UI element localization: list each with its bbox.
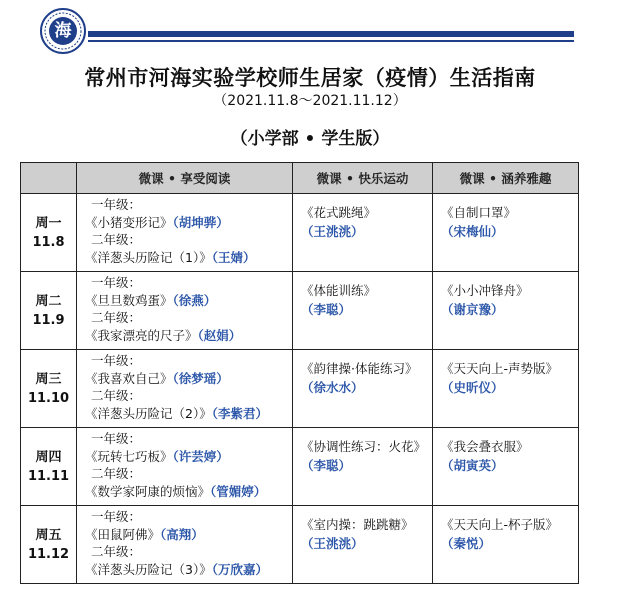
day-cell (21, 428, 77, 506)
sport-title: 《室内操：跳跳糖》 (301, 517, 414, 532)
grade2-label: 二年级： (91, 388, 142, 403)
grade2-teacher: （管媚婷） (210, 483, 267, 499)
sport-cell (293, 506, 433, 584)
grade1-label: 一年级： (91, 275, 142, 290)
day-label: 周二 (35, 293, 62, 309)
day-cell (21, 350, 77, 428)
art-teacher: （谢京豫） (441, 302, 504, 317)
table-header-row (21, 163, 579, 194)
column-header-day (21, 163, 77, 194)
grade2-label: 二年级： (91, 232, 142, 247)
art-cell (433, 272, 579, 350)
day-date: 11.12 (27, 546, 70, 562)
letterhead (0, 0, 620, 58)
sport-teacher: （王洮洮） (301, 224, 364, 239)
grade1-label: 一年级： (91, 353, 142, 368)
grade2-title: 《洋葱头历险记（1）》 (85, 249, 212, 265)
art-cell (433, 194, 579, 272)
day-label: 周一 (35, 215, 62, 231)
grade1-teacher: （徐燕） (172, 292, 217, 308)
day-cell (21, 272, 77, 350)
grade2-teacher: （王婧） (211, 249, 256, 265)
grade2-teacher: （万欣嘉） (211, 561, 268, 577)
reading-cell (77, 428, 293, 506)
day-date: 11.10 (27, 390, 70, 406)
grade2-title: 《数学家阿康的烦恼》 (85, 483, 211, 499)
sport-teacher: （王洮洮） (301, 536, 364, 551)
day-cell (21, 506, 77, 584)
grade2-label: 二年级： (91, 544, 142, 559)
table-row (21, 272, 579, 350)
column-header-sport: 微课 • 快乐运动 (293, 163, 433, 194)
grade1-title: 《田鼠阿佛》 (85, 526, 161, 542)
day-date: 11.8 (32, 234, 65, 250)
sport-title: 《花式跳绳》 (301, 205, 377, 220)
sport-teacher: （徐水水） (301, 380, 364, 395)
sport-title: 《体能训练》 (301, 283, 377, 298)
grade2-teacher: （赵娟） (197, 327, 242, 343)
reading-cell (77, 350, 293, 428)
grade1-label: 一年级： (91, 509, 142, 524)
reading-cell (77, 194, 293, 272)
grade1-teacher: （许芸婷） (172, 448, 229, 464)
sport-cell (293, 428, 433, 506)
table-row (21, 428, 579, 506)
table-row (21, 506, 579, 584)
art-cell (433, 350, 579, 428)
grade1-title: 《我喜欢自己》 (85, 370, 173, 386)
schedule-table (20, 162, 579, 584)
logo-emblem: 海 (49, 17, 77, 45)
grade1-title: 《旦旦数鸡蛋》 (85, 292, 173, 308)
sport-teacher: （李聪） (301, 302, 352, 317)
reading-cell (77, 506, 293, 584)
art-title: 《小小冲锋舟》 (441, 283, 529, 298)
column-header-art: 微课 • 涵养雅趣 (433, 163, 579, 194)
art-cell (433, 506, 579, 584)
grade1-teacher: （徐梦瑶） (172, 370, 229, 386)
grade1-label: 一年级： (91, 197, 142, 212)
art-title: 《自制口罩》 (441, 205, 517, 220)
reading-cell (77, 272, 293, 350)
day-label: 周五 (35, 527, 62, 543)
grade2-label: 二年级： (91, 466, 142, 481)
day-date: 11.11 (27, 468, 70, 484)
grade2-teacher: （李紫君） (211, 405, 268, 421)
art-cell (433, 428, 579, 506)
art-teacher: （史昕仪） (441, 380, 504, 395)
day-label: 周三 (35, 371, 62, 387)
grade1-title: 《小猪变形记》 (85, 214, 173, 230)
page-subtitle: （小学部 • 学生版） (230, 129, 390, 149)
art-teacher: （宋梅仙） (441, 224, 504, 239)
sport-cell (293, 350, 433, 428)
page-title: 常州市河海实验学校师生居家（疫情）生活指南 (84, 65, 536, 90)
art-title: 《天天向上-声势版》 (441, 361, 559, 376)
sport-cell (293, 194, 433, 272)
sport-cell (293, 272, 433, 350)
sport-title: 《韵律操·体能练习》 (301, 361, 418, 376)
table-row (21, 194, 579, 272)
sport-teacher: （李聪） (301, 458, 352, 473)
grade1-label: 一年级： (91, 431, 142, 446)
date-range: （2021.11.8～2021.11.12） (213, 93, 407, 109)
column-header-reading: 微课 • 享受阅读 (77, 163, 293, 194)
school-logo-icon (40, 8, 86, 54)
table-row (21, 350, 579, 428)
header-band (88, 31, 574, 37)
grade2-title: 《洋葱头历险记（3）》 (85, 561, 212, 577)
grade2-title: 《洋葱头历险记（2）》 (85, 405, 212, 421)
day-date: 11.9 (32, 312, 65, 328)
grade2-title: 《我家漂亮的尺子》 (85, 327, 198, 343)
art-teacher: （胡寅英） (441, 458, 504, 473)
grade1-teacher: （胡坤骅） (172, 214, 229, 230)
art-title: 《我会叠衣服》 (441, 439, 529, 454)
day-cell (21, 194, 77, 272)
art-title: 《天天向上-杯子版》 (441, 517, 559, 532)
grade1-teacher: （高翔） (160, 526, 204, 542)
day-label: 周四 (35, 449, 62, 465)
grade1-title: 《玩转七巧板》 (85, 448, 173, 464)
grade2-label: 二年级： (91, 310, 142, 325)
art-teacher: （秦悦） (441, 536, 492, 551)
header-band-thin (88, 40, 574, 42)
sport-title: 《协调性练习：火花》 (301, 439, 427, 454)
